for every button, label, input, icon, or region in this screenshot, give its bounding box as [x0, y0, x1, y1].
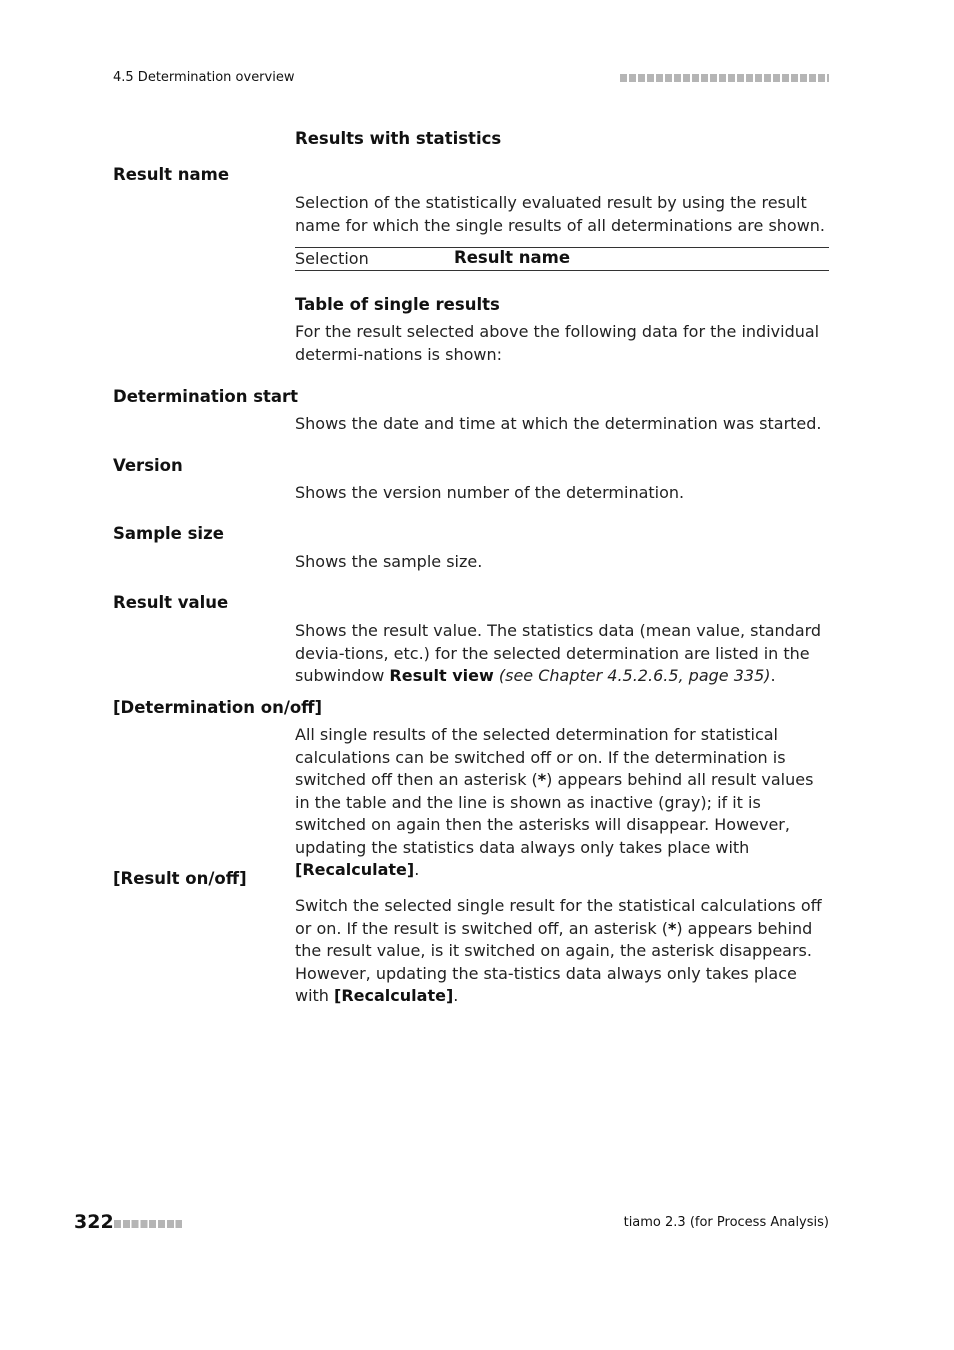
results-with-statistics-heading: Results with statistics	[295, 129, 502, 148]
version-label: Version	[113, 456, 183, 475]
determination-start-description: Shows the date and time at which the determination was started.	[295, 414, 822, 433]
recalculate-button-ref: [Recalculate]	[295, 860, 415, 879]
table-of-single-results-description: For the result selected above the following data for the individual determi-nations is shown:	[295, 322, 820, 364]
table-of-single-results-heading: Table of single results	[295, 295, 500, 314]
sample-size-label: Sample size	[113, 524, 224, 543]
page-number: 322	[74, 1211, 114, 1233]
result-value-label: Result value	[113, 593, 229, 612]
header-dot-bar	[620, 74, 829, 82]
result-onoff-label: [Result on/off]	[113, 869, 247, 888]
footer-product: tiamo 2.3 (for Process Analysis)	[623, 1215, 829, 1230]
asterisk-symbol: *	[537, 770, 547, 789]
determination-start-label: Determination start	[113, 387, 299, 406]
recalculate-button-ref: [Recalculate]	[334, 986, 454, 1005]
result-view-link[interactable]: Result view	[389, 666, 494, 685]
selection-table-col1: Selection	[295, 249, 369, 268]
selection-table	[295, 247, 829, 271]
result-onoff-description: Switch the selected single result for the statistical calculations off or on. If the result is switched off, an asterisk (*) appears behind the result value, is it switched on again, the asterisk disappears. However, updating the sta-tistics data always only takes place with [Recalculate].	[295, 896, 822, 1005]
chapter-reference[interactable]: (see Chapter 4.5.2.6.5, page 335)	[498, 666, 771, 685]
version-description: Shows the version number of the determination.	[295, 483, 685, 502]
asterisk-symbol: *	[667, 918, 677, 938]
determination-onoff-description: All single results of the selected determination for statistical calculations can be switched off or on. If the determination is switched off then an asterisk (*) appears behind all result values in the table and the line is shown as inactive (gray); if it is switched on again then the asterisks will disappear. However, updating the statistics data always only takes place with [Recalculate].	[295, 725, 814, 879]
sample-size-description: Shows the sample size.	[295, 552, 483, 571]
footer-dot-bar	[114, 1220, 182, 1228]
result-value-description: Shows the result value. The statistics data (mean value, standard devia-tions, etc.) for the selected determination are listed in the subwindow Result view (see Chapter 4.5.2.6.5, page 335).	[295, 621, 822, 685]
determination-onoff-label: [Determination on/off]	[113, 698, 323, 717]
selection-table-col2: Result name	[454, 248, 571, 267]
result-name-description: Selection of the statistically evaluated result by using the result name for which the single results of all determinations are shown.	[295, 193, 826, 235]
result-name-label: Result name	[113, 165, 230, 184]
running-header-section: 4.5 Determination overview	[113, 70, 295, 85]
